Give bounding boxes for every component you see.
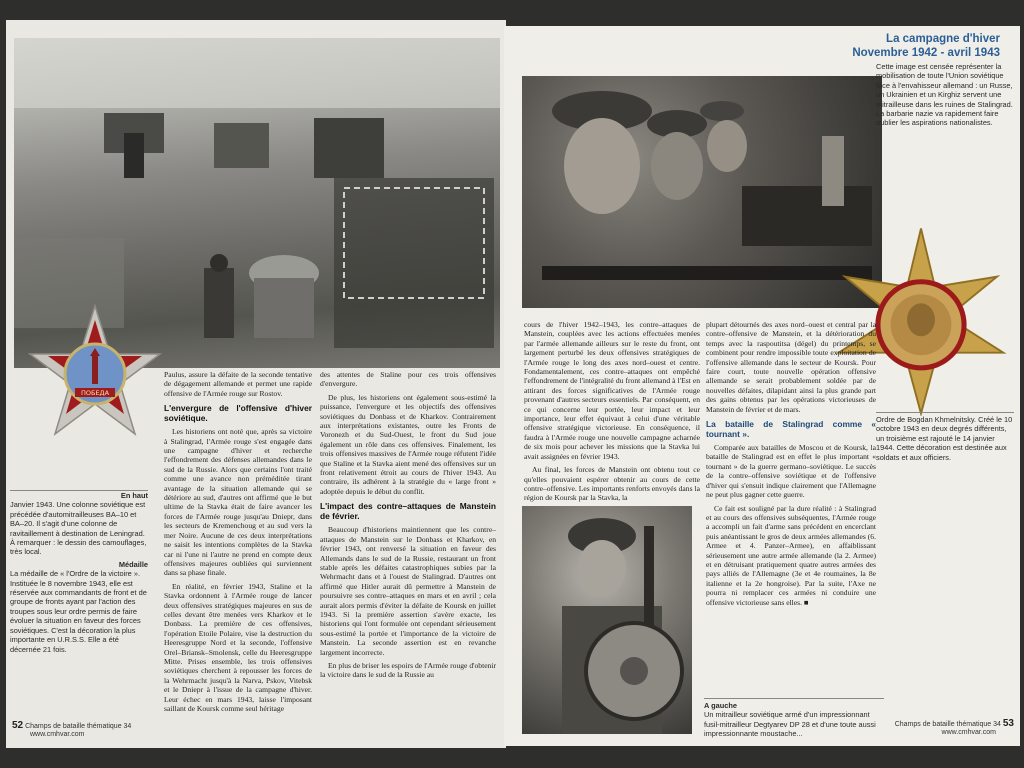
- right-page: [504, 26, 1020, 746]
- heading-manstein: L'impact des contre–attaques de Manstein de février.: [320, 501, 496, 522]
- paragraph: Comparée aux batailles de Moscou et de Koursk, la bataille de Stalingrad est en effet le plus important « tournant » de la guerre germano–soviétique. Le succès de la contre–offensive soviétique et de l'offensive d'hiver qui s'ensuit indique clairement que l'Allemagne ne peut plus gagner cette guerre.: [706, 443, 876, 500]
- caption-medal: La médaille de « l'Ordre de la victoire ». Instituée le 8 novembre 1943, elle est réservée aux commandants de front et de groupe de fronts ayant par l'action des troupes sous leur ordre permis de faire évoluer la situation en faveur des forces soviétiques. C'est la décoration la plus importante en U.R.S.S. Elle a été décernée 21 fois.: [10, 569, 147, 654]
- magazine-name-right: Champs de bataille thématique 34: [894, 721, 1001, 728]
- caption-bogdan-medal: Ordre de Bogdan Khmelnitsky. Créé le 10 octobre 1943 en deux degrés différents, un troisième est rajouté le 14 janvier 1944. Cette décoration est destinée aux soldats et aux officiers.: [876, 415, 1013, 462]
- left-folio: [12, 720, 131, 738]
- paragraph: En plus de briser les espoirs de l'Armée rouge d'obtenir la victoire dans le sud de la Russie au: [320, 660, 496, 680]
- right-column-1: [524, 320, 700, 507]
- paragraph: plupart détournés des axes nord–ouest et central par la contre–offensive de Manstein, et la détérioration du temps avec la raspoutitsa (dégel) du printemps, se combinent pour rendre impossible toute exploitation de l'offensive allemande dans le secteur de Koursk. Pour faire court, toute nouvelle opération offensive allemande se serait probablement soldée par de nouvelles défaites, dilapidant ainsi la plus grande part des gains obtenus par les opérations victorieuses de Manstein de février et de mars.: [706, 320, 876, 414]
- degtyarev-gunner-photo: [522, 506, 692, 734]
- left-column-2: [320, 370, 496, 684]
- paragraph: Ce fait est souligné par la dure réalité : à Stalingrad et au cours des offensives subséquentes, l'Armée rouge a accompli un fait d'arme sans précédent en encerclant puis anéantissant le gros de deux armées allemandes (6. Armee et 4. Panzer–Armee), en affaiblissant sérieusement une autre armée allemande (la 2. Armee) et en détruisant pratiquement quatre autres armées des pays alliés de l'Allemagne (3e et 4e roumaines, la 8e italienne et la 2e hongroise). Par la suite, l'Axe ne pourra ni remplacer ces armées ni conduire une offensive victorieuse sans elles. ■: [706, 503, 876, 607]
- left-page: [6, 20, 506, 748]
- site-left: www.cmhvar.com: [30, 731, 85, 738]
- page-title: [852, 32, 1000, 60]
- right-column-2: [706, 320, 876, 611]
- soldier-photo-art: [522, 506, 692, 734]
- caption-gunner: Un mitrailleur soviétique armé d'un impressionnant fusil-mitrailleur Degtyarev DP 28 et d'une toute aussi impressionnante moustache...: [704, 710, 876, 739]
- left-column-1: [164, 370, 312, 717]
- paragraph: Beaucoup d'historiens maintiennent que les contre–attaques de Manstein sur le Donbass et Kharkov, en février 1943, ont renversé la situation en faveur des Allemands dans le sud de la Russie, restaurant un front stable après les défaites catastrophiques subies par la Wehrmacht dans et à l'ouest de Stalingrad. D'autres ont affirmé que Hitler aurait dû permettre à Manstein de poursuivre ses contre–attaques en mars et en avril ; cela aurait alors permis d'éviter la défaite de Koursk en juillet 1943. Si la première assertion s'avère exacte, les historiens qui l'ont formulée ont cependant sérieusement sous-estimé la portée et l'importance de la victoire de Manstein. La seconde assertion est en revanche largement incorrecte.: [320, 525, 496, 657]
- medal-inscription: ПОБЕДА: [80, 389, 110, 397]
- paragraph: des attentes de Staline pour ces trois offensives d'envergure.: [320, 370, 496, 389]
- victory-order-medal-icon: [20, 304, 170, 454]
- page-number-right: 53: [1002, 718, 1014, 729]
- heading-stalingrad: La bataille de Stalingrad comme « tournant ».: [706, 419, 876, 440]
- intro-text: Paulus, assure la défaite de la seconde tentative de dégagement allemande et permet une rapide offensive de l'Armée rouge sur Rostov.: [164, 370, 312, 398]
- site-right: www.cmhvar.com: [941, 729, 996, 736]
- title-line-2: Novembre 1942 - avril 1943: [852, 47, 1000, 59]
- right-folio: [895, 718, 1014, 736]
- paragraph: Les historiens ont noté que, après sa victoire à Stalingrad, l'Armée rouge s'est engagée dans une campagne d'hiver et recherche l'effondrement des défenses allemandes dans le sud de la Russie. Alors que certains l'ont traité comme une avance non préméditée tirant avantage de la situation allemande qui se détériore au sud, d'autres ont affirmé que le but ultime de la Stavka était de faire avancer les forces de l'Armée rouge jusqu'au Dniepr, dans les secteurs de Kremenchoug et au sud vers la mer Noire. Aucune de ces deux interprétations ne saisit les intentions complètes de la Stavka car ni l'une ni l'autre ne prend en compte deux offensives majeures oubliées qui surviennent dans sa phase finale.: [164, 427, 312, 578]
- caption-label-medal: Médaille: [118, 559, 148, 569]
- heading-winter-offensive: L'envergure de l'offensive d'hiver soviétique.: [164, 403, 312, 424]
- bottom-caption: [704, 698, 884, 739]
- left-captions: [10, 490, 148, 654]
- page-number-left: 52: [12, 720, 24, 731]
- paragraph: Au final, les forces de Manstein ont obtenu tout ce qu'elles pouvaient espérer obtenir au cours de cette contre–offensive. Les importants renforts envoyés dans la région de Koursk par la Stavka, la: [524, 465, 700, 503]
- paragraph: cours de l'hiver 1942–1943, les contre–attaques de Manstein, couplées avec les actions effectuées menées par l'armée allemande ailleurs sur le reste du front, ont largement perturbé les deux offensives stratégiques de l'Armée rouge le long des axes nord–ouest et centre. Fondamentalement, ces contre–attaques ont empêché l'effondrement de l'intégralité du front allemand à l'Est en attirant des forces significatives de l'Armée rouge provenant d'autres secteurs essentiels. Par conséquent, en ce qui concerne leur portée, leur impact et leur importance, leur effet équivaut à celui d'une véritable offensive stratégique victorieuse. En conséquence, il faudra à l'Armée rouge une nouvelle campagne acharnée de six mois pour achever les missions que la Stavka lui avait assignées en février 1943.: [524, 320, 700, 461]
- sidebar-top-caption: Cette image est censée représenter la mobilisation de toute l'Union soviétique face à l'envahisseur allemand : un Russe, un Ukrainien et un Kirghiz servent une mitrailleuse dans les ruines de Stalingrad. La barbarie nazie va rapidement faire oublier les aspirations nationalistes.: [876, 62, 1013, 128]
- caption-label-top: En haut: [120, 491, 148, 500]
- caption-label-left: A gauche: [704, 701, 737, 710]
- title-line-1: La campagne d'hiver: [886, 33, 1000, 45]
- magazine-name-left: Champs de bataille thématique 34: [25, 723, 132, 730]
- paragraph: De plus, les historiens ont également sous-estimé la puissance, l'envergure et les objectifs des offensives soviétiques du Donbass et de Kharkov. Contrairement aux interprétations existantes, outre les Fronts de Voronezh et du Sud-Ouest, le front du Sud joue également un rôle dans ces offensives. Finalement, les trois offensives massives de l'Armée rouge réfutent l'idée que Staline et la Stavka aient mené des offensives sur un front relativement étroit au cours de l'hiver 1943. Au contraire, ils adhérent à la stratégie du « large front » adoptée depuis le début du conflit.: [320, 392, 496, 496]
- paragraph: En réalité, en février 1943, Staline et la Stavka ordonnent à l'Armée rouge de lancer deux offensives stratégiques majeures en sus de celles devant être menées vers Kharkov et le Donbass. La première de ces offensives, l'opération Etoile Polaire, vise la destruction du Heeresgruppe Nord et la seconde, l'offensive Orel–Briansk–Smolensk, celle du Heeresgruppe Mitte. Prises ensemble, les trois offensives soviétiques cherchent à repousser les forces de la Wehrmacht jusqu'à la Narva, Pskov, Vitebsk et le Dniepr à l'issue de la campagne d'hiver. Leur échec en mars 1943, laisse l'imposant saillant de Koursk comme seul héritage: [164, 581, 312, 713]
- caption-convoy: Janvier 1943. Une colonne soviétique est précédée d'automitrailleuses BA–10 et BA–20. Il s'agit d'une colonne de ravitaillement à destination de Leningrad. À remarquer : le dessin des camouflages, très local.: [10, 500, 147, 557]
- sidebar-medal-caption: [876, 412, 1014, 462]
